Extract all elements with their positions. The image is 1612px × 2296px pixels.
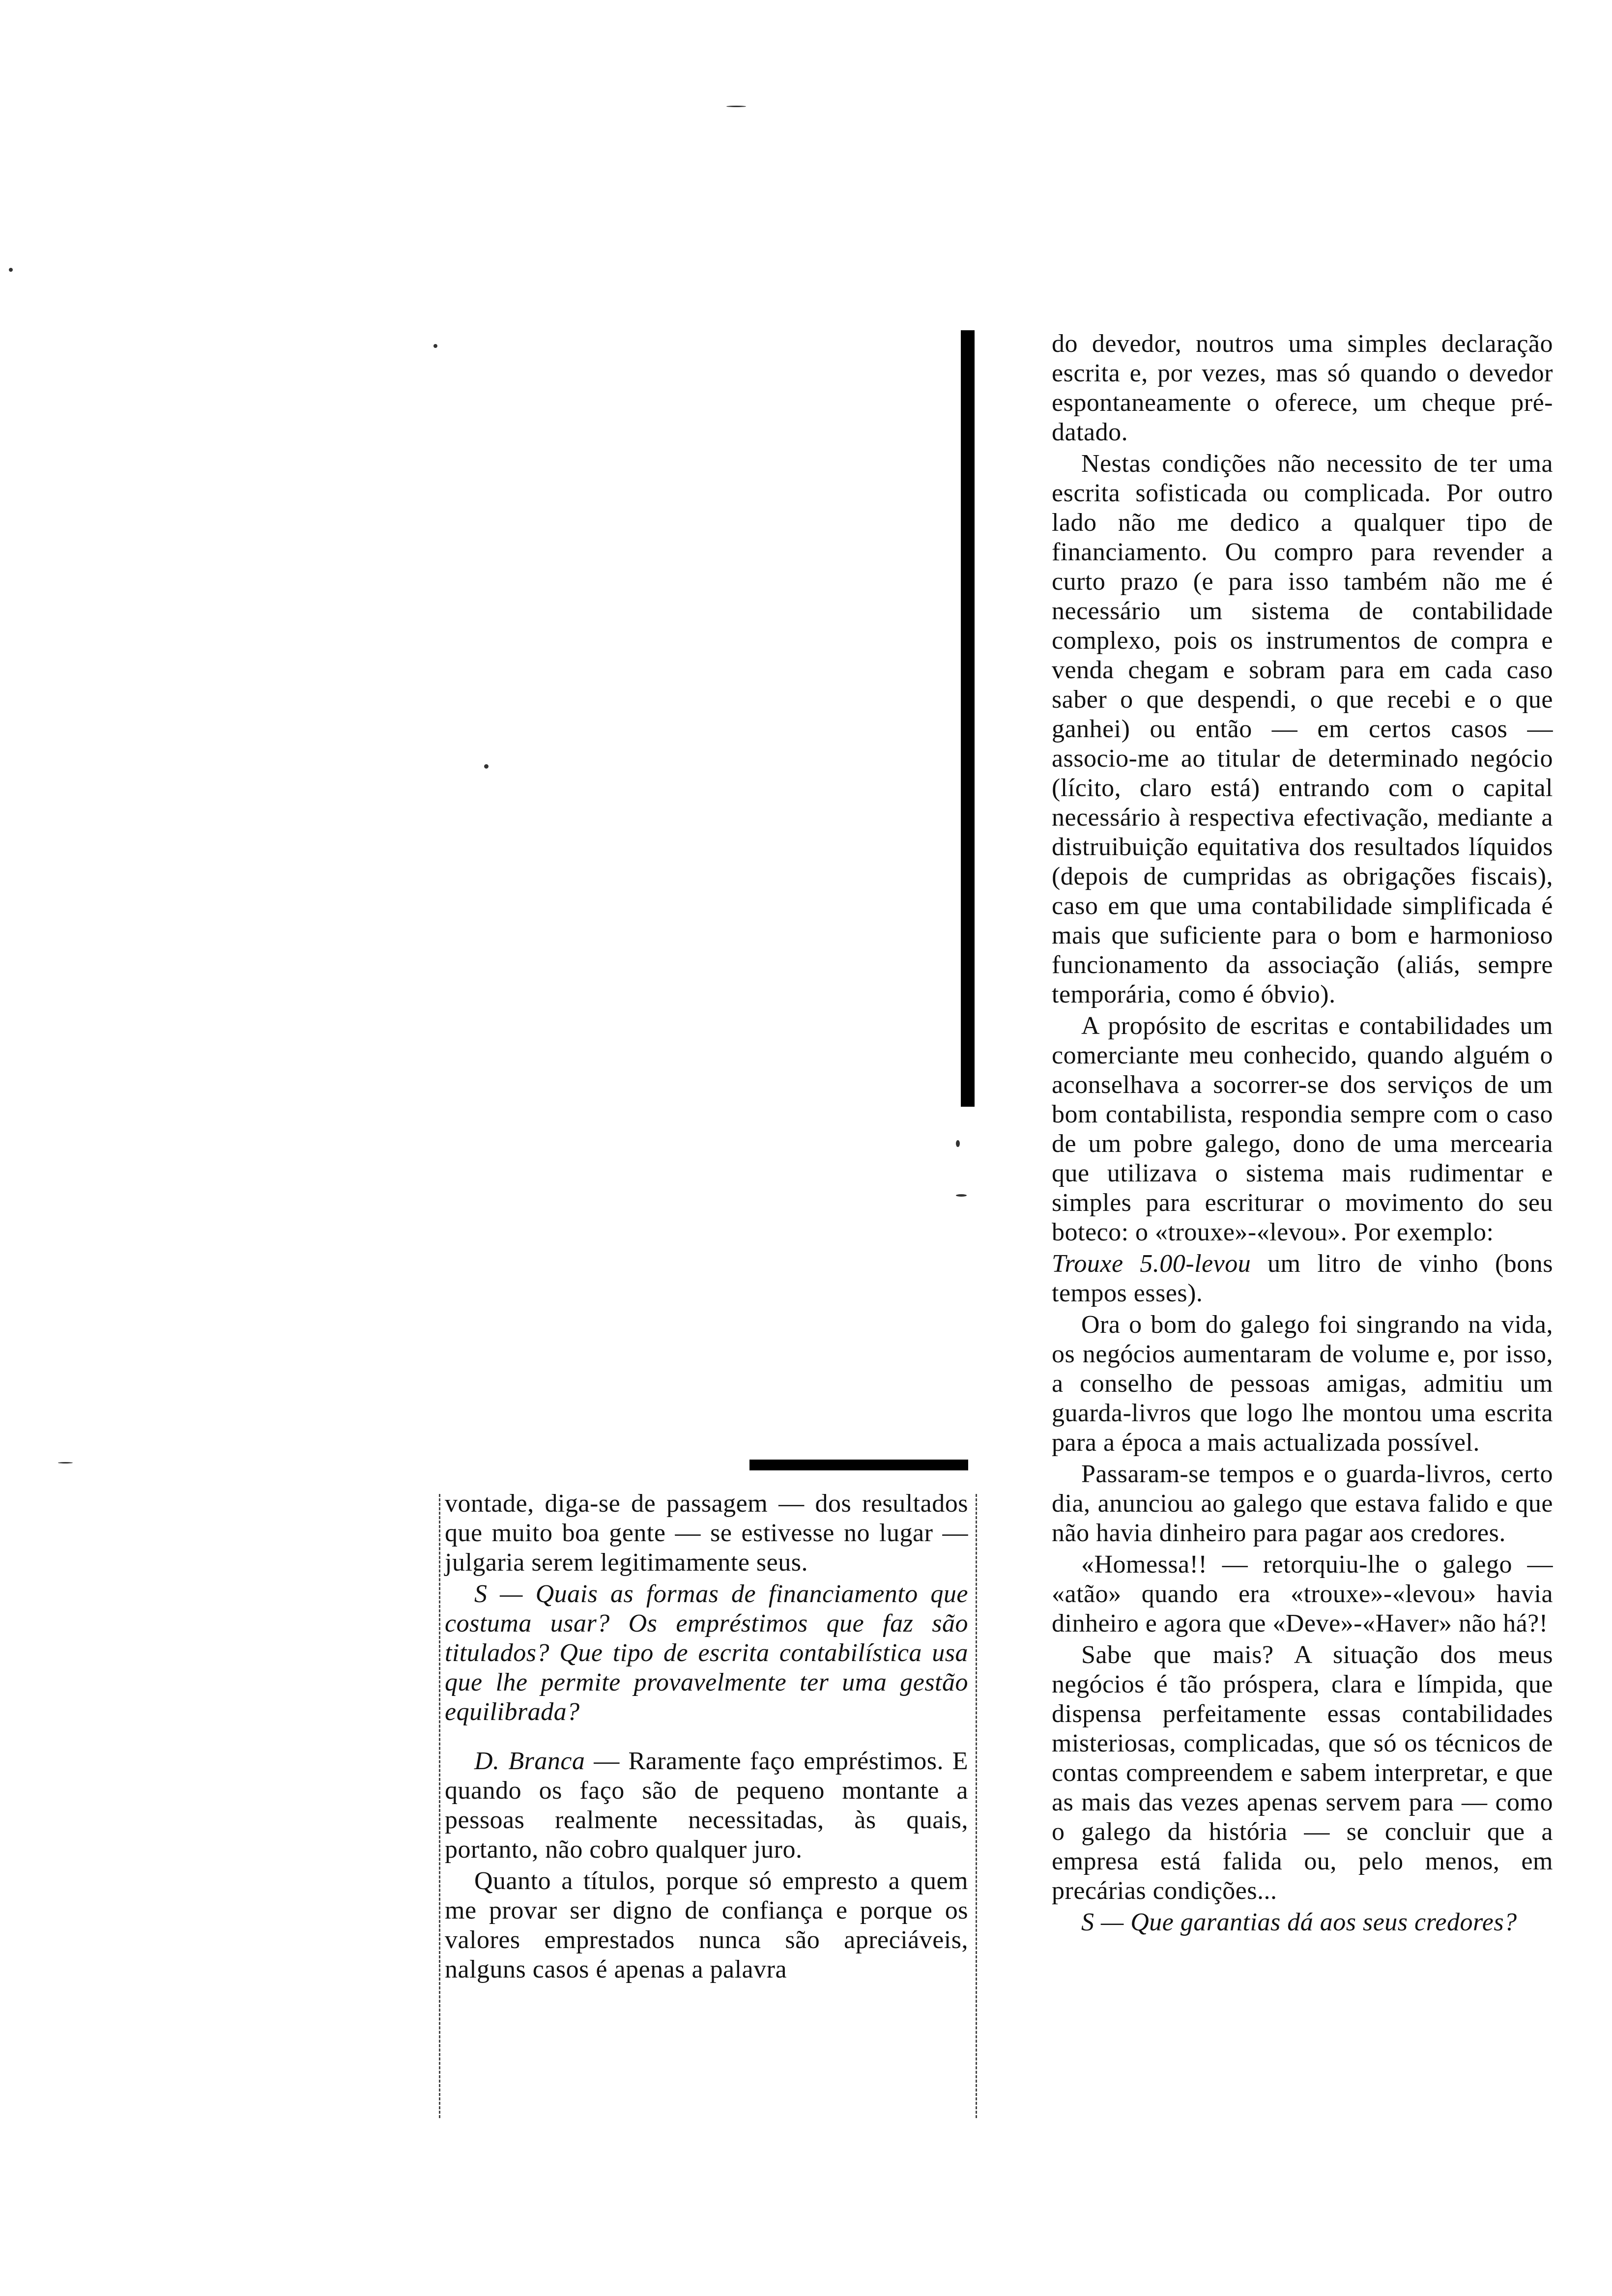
left-column-border-line: [439, 1494, 440, 2118]
paragraph: A propósito de escritas e contabilidades um comerciante meu conhecido, quando alguém o aconselhava a socorrer-se dos serviços de um bom contabilista, respondia sempre com o caso de um pobre galego, dono de uma mercearia que utilizava o sistema mais rudimentar e simples para escriturar o movimento do seu boteco: o «trouxe»-«levou». Por exemplo:: [1052, 1012, 1553, 1246]
paragraph: vontade, diga-se de passagem — dos resultados que muito boa gente — se estivesse no lugar — julgaria serem legitimamente seus.: [445, 1490, 968, 1577]
answer-paragraph: [445, 1747, 968, 1865]
scan-speck: [9, 268, 13, 272]
vertical-column-rule: [961, 330, 975, 1107]
scan-speck: [58, 1462, 73, 1464]
paragraph: Sabe que mais? A situação dos meus negócios é tão próspera, clara e límpida, que dispensa perfeitamente essas contabilidades misteriosas, complicadas, que só os técnicos de contas compreendem e sabem interpretar, e que as mais das vezes apenas servem para — como o galego da história — se concluir que a empresa está falida ou, pelo menos, em precárias condições...: [1052, 1641, 1553, 1905]
scan-speck: [726, 106, 746, 107]
question: S — Quais as formas de financiamento que costuma usar? Os empréstimos que faz são titulados? Que tipo de escrita contabilística usa que lhe permite provavelmente ter uma gestão equilibrada?: [445, 1580, 968, 1726]
scan-speck: [956, 1140, 960, 1147]
paragraph: do devedor, noutros uma simples declaração escrita e, por vezes, mas só quando o devedor espontaneamente o oferece, um cheque pré-datado.: [1052, 330, 1553, 446]
example-line: [1052, 1249, 1553, 1308]
paragraph: Nestas condições não necessito de ter uma escrita sofisticada ou complicada. Por outro lado não me dedico a qualquer tipo de financiamento. Ou compro para revender a curto prazo (e para isso também não me é necessário um sistema de contabilidade complexo, pois os instrumentos de compra e venda chegam e sobram para em cada caso saber o que despendi, o que recebi e o que ganhei) ou então — em certos casos — associo-me ao titular de determinado negócio (lícito, claro está) entrando com o capital necessário à respectiva efectivação, mediante a distruibuição equitativa dos resultados líquidos (depois de cumpridas as obrigações fiscais), caso em que uma contabilidade simplificada é mais que suficiente para o bom e harmonioso funcionamento da associação (aliás, sempre temporária, como é óbvio).: [1052, 450, 1553, 1008]
scan-speck: [433, 344, 437, 348]
right-text-column: [1052, 329, 1553, 1937]
paragraph: Ora o bom do galego foi singrando na vida, os negócios aumentaram de volume e, por isso, a conselho de pessoas amigas, admitiu um guarda-livros que logo lhe montou uma escrita para a época a mais actualizada possível.: [1052, 1311, 1553, 1457]
paragraph: «Homessa!! — retorquiu-lhe o galego — «atão» quando era «trouxe»-«levou» havia dinheiro e agora que «Deve»-«Haver» não há?!: [1052, 1550, 1553, 1637]
example-italic: Trouxe 5.00-levou: [1052, 1250, 1251, 1278]
example-rest: um litro de vinho (bons tempos esses).: [1052, 1250, 1554, 1307]
question: S — Que garantias dá aos seus credores?: [1081, 1908, 1517, 1936]
left-text-column: [445, 1489, 968, 1984]
center-column-border-line: [976, 1494, 977, 2118]
scan-speck: [956, 1194, 967, 1197]
paragraph: Passaram-se tempos e o guarda-livros, certo dia, anunciou ao galego que estava falido e que não havia dinheiro para pagar aos credores.: [1052, 1460, 1553, 1547]
paragraph: Quanto a títulos, porque só empresto a quem me provar ser digno de confiança e porque os valores emprestados nunca são apreciáveis, nalguns casos é apenas a palavra: [445, 1867, 968, 1983]
horizontal-column-rule: [749, 1460, 968, 1470]
speaker-name: D. Branca: [474, 1747, 585, 1775]
answer-text: — Raramente faço empréstimos. E quando os faço são de pequeno montante a pessoas realmente necessitadas, às quais, portanto, não cobro qualquer juro.: [445, 1747, 969, 1864]
scan-speck: [484, 764, 489, 769]
